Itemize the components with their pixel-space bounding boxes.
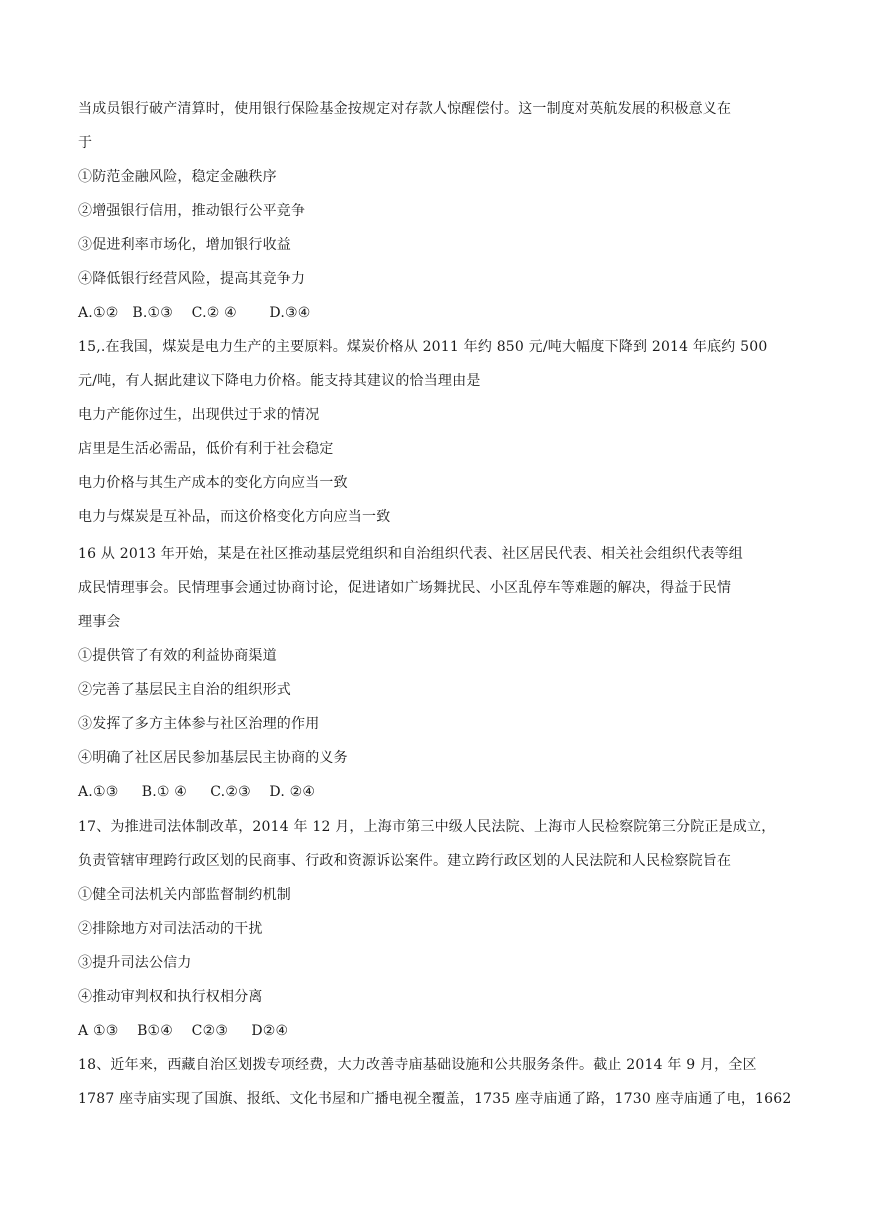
text-line: ①防范金融风险，稳定金融秩序 — [78, 169, 277, 185]
text-line: ④明确了社区居民参加基层民主协商的义务 — [78, 750, 348, 766]
question-15: 15,.在我国，煤炭是电力生产的主要原料。煤炭价格从 2011 年约 850 元/吨大幅度下降到 2014 年底约 500 — [78, 339, 768, 355]
text-line: 电力与煤炭是互补品，而这价格变化方向应当一致 — [78, 509, 391, 525]
question-17: 17、为推进司法体制改革，2014 年 12 月，上海市第三中级人民法院、上海市人民检察院第三分院正是成立， — [78, 819, 776, 835]
text-line: 1787 座寺庙实现了国旗、报纸、文化书屋和广播电视全覆盖，1735 座寺庙通了路，1730 座寺庙通了电，1662 — [78, 1091, 792, 1107]
text-line: 理事会 — [78, 614, 121, 630]
text-line: ①提供管了有效的利益协商渠道 — [78, 648, 277, 664]
answer-options: A.①② B.①③ C.② ④ D.③④ — [78, 305, 311, 321]
text-line: ③促进利率市场化，增加银行收益 — [78, 237, 291, 253]
text-line: ④推动审判权和执行权相分离 — [78, 989, 263, 1005]
answer-options: A ①③ B①④ C②③ D②④ — [78, 1023, 289, 1039]
question-18: 18、近年来，西藏自治区划拨专项经费，大力改善寺庙基础设施和公共服务条件。截止 2014 年 9 月，全区 — [78, 1057, 757, 1073]
question-16: 16 从 2013 年开始，某是在社区推动基层党组织和自治组织代表、社区居民代表、相关社会组织代表等组 — [78, 546, 743, 562]
text-line: 成民情理事会。民情理事会通过协商讨论，促进诸如广场舞扰民、小区乱停车等难题的解决，得益于民情 — [78, 580, 732, 596]
text-line: 元/吨，有人据此建议下降电力价格。能支持其建议的恰当理由是 — [78, 373, 481, 389]
text-line: ③发挥了多方主体参与社区治理的作用 — [78, 716, 320, 732]
text-line: ②增强银行信用，推动银行公平竞争 — [78, 203, 306, 219]
text-line: 电力产能你过生，出现供过于求的情况 — [78, 407, 320, 423]
text-line: 于 — [78, 135, 93, 151]
text-line: 电力价格与其生产成本的变化方向应当一致 — [78, 475, 348, 491]
text-line: ③提升司法公信力 — [78, 955, 192, 971]
text-line: 店里是生活必需品，低价有利于社会稳定 — [78, 441, 334, 457]
text-line: ②完善了基层民主自治的组织形式 — [78, 682, 291, 698]
text-line: 当成员银行破产清算时，使用银行保险基金按规定对存款人惊醒偿付。这一制度对英航发展的积极意义在 — [78, 101, 732, 117]
text-line: 负责管辖审理跨行政区划的民商事、行政和资源诉讼案件。建立跨行政区划的人民法院和人民检察院旨在 — [78, 853, 732, 869]
answer-options: A.①③ B.① ④ C.②③ D. ②④ — [78, 784, 316, 800]
text-line: ①健全司法机关内部监督制约机制 — [78, 887, 291, 903]
text-line: ②排除地方对司法活动的干扰 — [78, 921, 263, 937]
text-line: ④降低银行经营风险，提高其竞争力 — [78, 271, 306, 287]
